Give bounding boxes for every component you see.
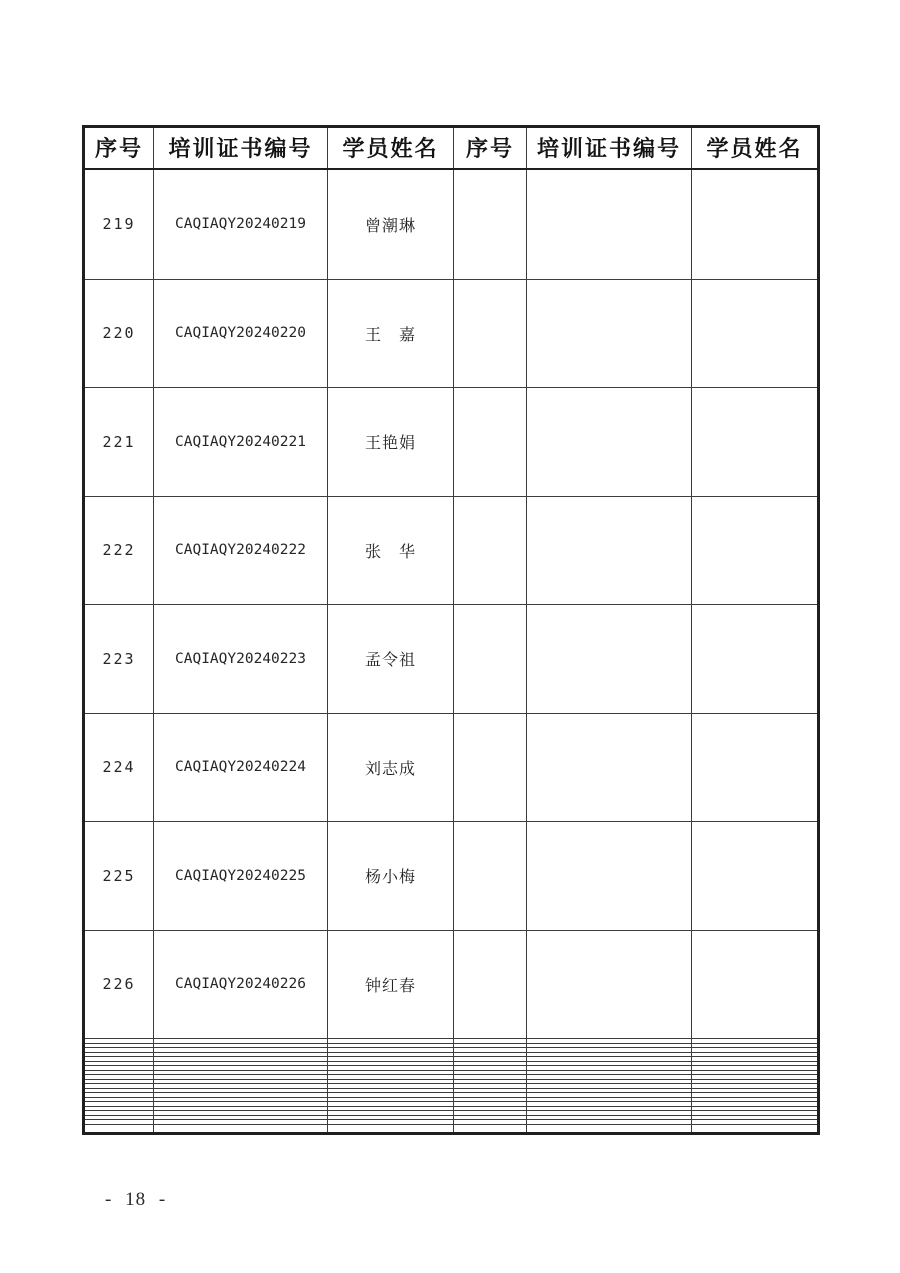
empty-cell <box>692 1124 819 1133</box>
empty-cell <box>527 713 692 821</box>
certificate-cell: CAQIAQY20240225 <box>154 822 328 930</box>
certificate-cell: CAQIAQY20240222 <box>154 496 328 604</box>
empty-cell <box>692 169 819 280</box>
student-name-cell: 孟令祖 <box>328 605 454 713</box>
table-row <box>84 279 819 387</box>
empty-cell <box>692 388 819 496</box>
table-body <box>84 169 819 1134</box>
empty-cell <box>527 930 692 1038</box>
empty-cell <box>527 822 692 930</box>
table-row <box>84 930 819 1038</box>
student-name-cell: 钟红春 <box>328 930 454 1038</box>
serial-cell: 226 <box>84 930 154 1038</box>
empty-cell <box>692 605 819 713</box>
certificate-roster-table <box>82 125 820 1135</box>
empty-cell <box>454 169 527 280</box>
certificate-cell: CAQIAQY20240223 <box>154 605 328 713</box>
certificate-cell: CAQIAQY20240224 <box>154 713 328 821</box>
empty-cell <box>527 605 692 713</box>
empty-cell <box>454 496 527 604</box>
student-name-cell: 王艳娟 <box>328 388 454 496</box>
serial-cell: 224 <box>84 713 154 821</box>
column-header-serial-left: 序号 <box>84 127 154 169</box>
table-row <box>84 388 819 496</box>
serial-cell: 221 <box>84 388 154 496</box>
empty-cell <box>692 822 819 930</box>
empty-cell <box>527 279 692 387</box>
empty-cell <box>692 713 819 821</box>
empty-cell <box>454 822 527 930</box>
serial-cell: 219 <box>84 169 154 280</box>
certificate-cell: CAQIAQY20240219 <box>154 169 328 280</box>
table-row <box>84 496 819 604</box>
empty-cell <box>454 605 527 713</box>
empty-table-row <box>84 1124 819 1133</box>
student-name-cell: 杨小梅 <box>328 822 454 930</box>
empty-cell <box>527 169 692 280</box>
table-row <box>84 169 819 280</box>
serial-cell: 225 <box>84 822 154 930</box>
table-row <box>84 822 819 930</box>
empty-cell <box>692 496 819 604</box>
table-header-row <box>84 127 819 169</box>
student-name-cell: 王 嘉 <box>328 279 454 387</box>
certificate-cell: CAQIAQY20240221 <box>154 388 328 496</box>
empty-cell <box>454 279 527 387</box>
column-header-name-right: 学员姓名 <box>692 127 819 169</box>
certificate-cell: CAQIAQY20240220 <box>154 279 328 387</box>
empty-cell <box>692 930 819 1038</box>
column-header-serial-right: 序号 <box>454 127 527 169</box>
page-number: - 18 - <box>105 1189 167 1210</box>
column-header-certificate-right: 培训证书编号 <box>527 127 692 169</box>
empty-cell <box>154 1124 328 1133</box>
column-header-certificate-left: 培训证书编号 <box>154 127 328 169</box>
serial-cell: 222 <box>84 496 154 604</box>
certificate-cell: CAQIAQY20240226 <box>154 930 328 1038</box>
empty-cell <box>527 1124 692 1133</box>
serial-cell: 223 <box>84 605 154 713</box>
empty-cell <box>527 496 692 604</box>
empty-cell <box>454 1124 527 1133</box>
column-header-name-left: 学员姓名 <box>328 127 454 169</box>
serial-cell: 220 <box>84 279 154 387</box>
empty-cell <box>454 930 527 1038</box>
empty-cell <box>328 1124 454 1133</box>
empty-cell <box>84 1124 154 1133</box>
empty-cell <box>454 713 527 821</box>
empty-cell <box>527 388 692 496</box>
empty-cell <box>454 388 527 496</box>
student-name-cell: 曾潮琳 <box>328 169 454 280</box>
student-name-cell: 刘志成 <box>328 713 454 821</box>
table-row <box>84 605 819 713</box>
student-name-cell: 张 华 <box>328 496 454 604</box>
empty-cell <box>692 279 819 387</box>
table-row <box>84 713 819 821</box>
